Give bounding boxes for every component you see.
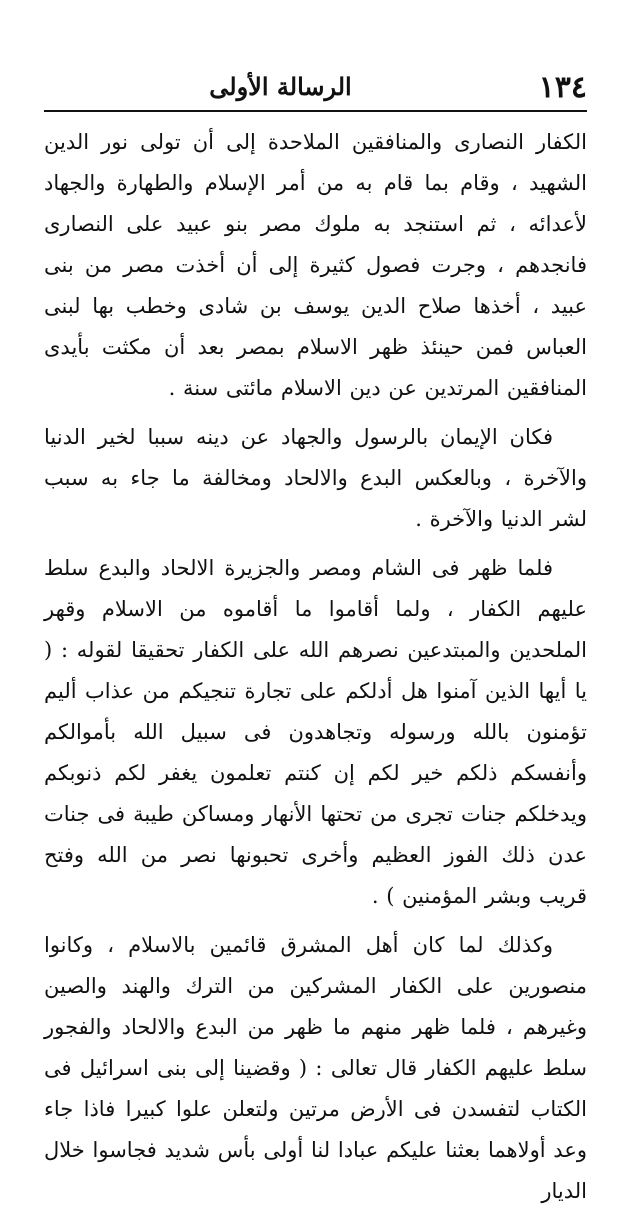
page-header xyxy=(44,62,587,110)
paragraph: فكان الإيمان بالرسول والجهاد عن دينه سببا لخير الدنيا والآخرة ، وبالعكس البدع والالحاد ومخالفة ما جاء به سبب لشر الدنيا والآخرة . xyxy=(44,425,587,531)
page-number: ١٣٤ xyxy=(538,70,587,105)
paragraph: الكفار النصارى والمنافقين الملاحدة إلى أن تولى نور الدين الشهيد ، وقام بما قام به من أمر الإسلام والطهارة والجهاد لأعدائه ، ثم استنجد به ملوك مصر بنو عبيد على النصارى فانجدهم ، وجرت فصول كثيرة إلى أن أخذت مصر من بنى عبيد ، أخذها صلاح الدين يوسف بن شادى وخطب بها لبنى العباس فمن حينئذ ظهر الاسلام بمصر بعد أن مكثت بأيدى المنافقين المرتدين عن دين الاسلام مائتى سنة . xyxy=(44,130,587,400)
running-title: الرسالة الأولى xyxy=(209,72,352,101)
header-rule xyxy=(44,110,587,112)
paragraph: فلما ظهر فى الشام ومصر والجزيرة الالحاد والبدع سلط عليهم الكفار ، ولما أقاموا ما أقاموه من الاسلام وقهر الملحدين والمبتدعين نصرهم الله على الكفار تحقيقا لقوله : ( يا أيها الذين آمنوا هل أدلكم على تجارة تنجيكم من عذاب أليم تؤمنون بالله ورسوله وتجاهدون فى سبيل الله بأموالكم وأنفسكم ذلكم خير لكم إن كنتم تعلمون يغفر لكم ذنوبكم ويدخلكم جنات تجرى من تحتها الأنهار ومساكن طيبة فى جنات عدن ذلك الفوز العظيم وأخرى تحبونها نصر من الله وفتح قريب وبشر المؤمنين ) . xyxy=(44,556,587,908)
body-text xyxy=(44,122,587,1212)
paragraph: وكذلك لما كان أهل المشرق قائمين بالاسلام ، وكانوا منصورين على الكفار المشركين من الترك والهند والصين وغيرهم ، فلما ظهر منهم ما ظهر من البدع والالحاد والفجور سلط عليهم الكفار قال تعالى : ( وقضينا إلى بنى اسرائيل فى الكتاب لتفسدن فى الأرض مرتين ولتعلن علوا كبيرا فاذا جاء وعد أولاهما بعثنا عليكم عبادا لنا أولى بأس شديد فجاسوا خلال الديار xyxy=(44,933,587,1203)
